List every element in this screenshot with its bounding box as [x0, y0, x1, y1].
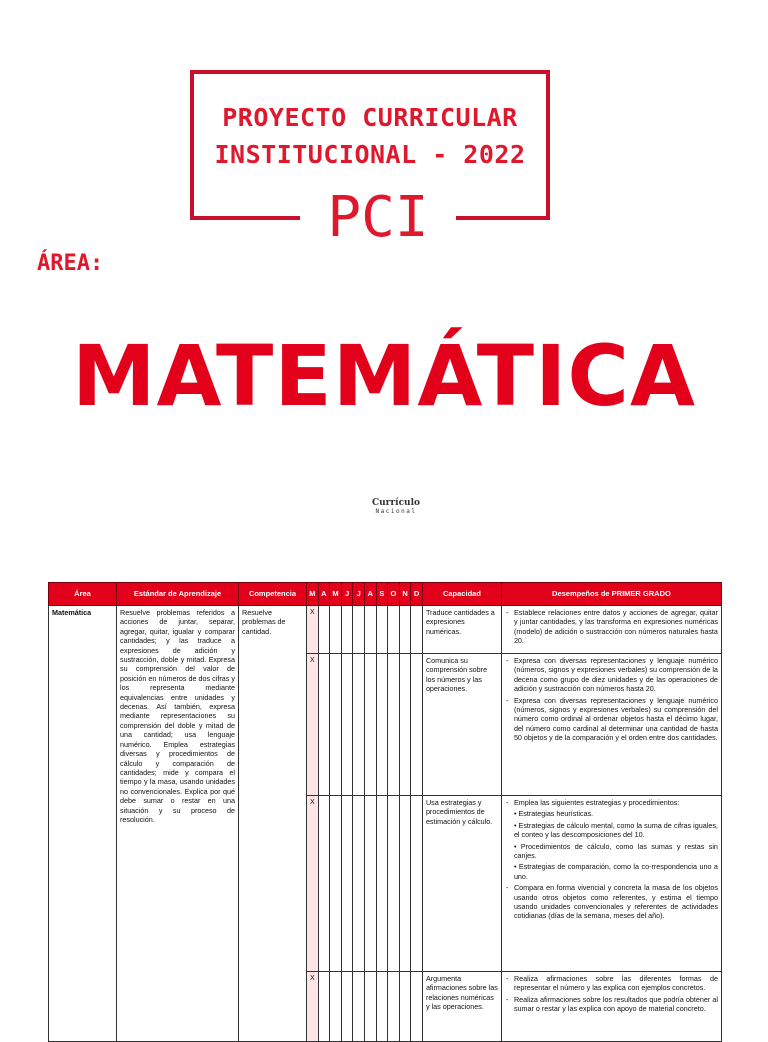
header-month: N	[399, 583, 411, 606]
desempeno-item: - Emplea las siguientes estrategias y procedimientos:	[505, 798, 718, 807]
document-title-line2: INSTITUCIONAL - 2022	[214, 140, 526, 169]
month-mark: X	[307, 972, 319, 1042]
month-cell	[318, 606, 330, 654]
capacidad-cell: Usa estrategias y procedimientos de estimación y cálculo.	[422, 796, 501, 972]
header-month: M	[307, 583, 319, 606]
area-cell: Matemática	[49, 606, 117, 1042]
month-cell	[341, 972, 353, 1042]
header-desempenos: Desempeños de PRIMER GRADO	[501, 583, 721, 606]
desempenos-cell	[501, 796, 721, 972]
month-mark: X	[307, 654, 319, 796]
month-cell	[341, 606, 353, 654]
desempeno-item: - Establece relaciones entre datos y acciones de agregar, quitar y juntar cantidades, y las transforma en expresiones numéricas (modelo) de adición o sustracción con números naturales hasta 20.	[505, 608, 718, 646]
logo-line1: Currículo	[371, 498, 421, 508]
month-cell	[411, 972, 423, 1042]
month-cell	[376, 796, 388, 972]
desempenos-cell	[501, 972, 721, 1042]
desempeno-subitem: • Procedimientos de cálculo, como las sumas y restas sin canjes.	[513, 841, 718, 861]
header-estandar: Estándar de Aprendizaje	[117, 583, 239, 606]
header-month: J	[341, 583, 353, 606]
header-competencia: Competencia	[239, 583, 307, 606]
month-cell	[388, 796, 400, 972]
header-month: D	[411, 583, 423, 606]
header-month: M	[330, 583, 342, 606]
table-header-row	[49, 583, 722, 606]
month-cell	[353, 796, 365, 972]
desempeno-item: - Realiza afirmaciones sobre los resultados que podría obtener al sumar o restar y las explica con apoyo de material concreto.	[505, 995, 718, 1014]
month-cell	[388, 606, 400, 654]
month-cell	[353, 606, 365, 654]
month-cell	[318, 654, 330, 796]
month-cell	[376, 654, 388, 796]
title-frame-bottom-right	[456, 216, 550, 220]
header-capacidad: Capacidad	[422, 583, 501, 606]
title-frame-bottom-left	[190, 216, 300, 220]
month-cell	[376, 606, 388, 654]
estandar-cell: Resuelve problemas referidos a acciones de juntar, separar, agregar, quitar, igualar y comparar cantidades; y las traduce a expresiones de adición y sustracción, doble y mitad. Expresa su comprensión del valor de posición en números de dos cifras y los representa mediante equivalencias entre unidades y decenas. Así también, expresa mediante representaciones su comprensión del doble y mitad de una cantidad; usa lenguaje numérico. Emplea estrategias diversas y procedimientos de cálculo y comparación de cantidades; mide y compara el tiempo y la masa, usando unidades no convencionales. Explica por qué debe sumar o restar en una situación y su proceso de resolución.	[117, 606, 239, 1042]
desempenos-cell	[501, 654, 721, 796]
month-mark: X	[307, 796, 319, 972]
document-title-line1: PROYECTO CURRICULAR	[222, 103, 518, 132]
desempeno-subitem: • Estrategias de cálculo mental, como la suma de cifras iguales, el conteo y las descomposiciones del 10.	[513, 820, 718, 840]
month-cell	[399, 972, 411, 1042]
header-month: O	[388, 583, 400, 606]
month-cell	[364, 972, 376, 1042]
month-cell	[388, 972, 400, 1042]
month-cell	[353, 654, 365, 796]
month-cell	[353, 972, 365, 1042]
area-label: ÁREA:	[37, 251, 104, 276]
desempeno-item: - Compara en forma vivencial y concreta la masa de los objetos usando otros objetos como referentes, y estima el tiempo usando unidades convencionales y referentes de actividades cotidianas (días de la semana, meses del año).	[505, 883, 718, 921]
table-row	[49, 606, 722, 654]
month-cell	[318, 972, 330, 1042]
logo-line2: Nacional	[375, 508, 417, 515]
capacidad-cell: Argumenta afirmaciones sobre las relaciones numéricas y las operaciones.	[422, 972, 501, 1042]
month-cell	[376, 972, 388, 1042]
header-month: J	[353, 583, 365, 606]
desempeno-subitem: • Estrategias de comparación, como la co-rrespondencia uno a uno.	[513, 862, 718, 881]
month-cell	[330, 654, 342, 796]
capacidad-cell: Traduce cantidades a expresiones numéricas.	[422, 606, 501, 654]
header-month: A	[318, 583, 330, 606]
header-month: A	[364, 583, 376, 606]
month-cell	[330, 796, 342, 972]
month-cell	[399, 796, 411, 972]
pci-acronym: PCI	[300, 186, 456, 250]
curriculum-table	[48, 582, 722, 1042]
month-cell	[341, 796, 353, 972]
month-cell	[388, 654, 400, 796]
month-cell	[364, 654, 376, 796]
header-month: S	[376, 583, 388, 606]
desempeno-item: - Realiza afirmaciones sobre las diferentes formas de representar el número y las explica con ejemplos concretos.	[505, 974, 718, 993]
desempeno-item: - Expresa con diversas representaciones y lenguaje numérico (números, signos y expresiones verbales) su comprensión del número como ordinal al ordenar objetos hasta el décimo lugar, del número como cardinal al determinar una cantidad de hasta 50 objetos y de la comparación y el orden entre dos cantidades.	[505, 696, 718, 743]
competencia-cell: Resuelve problemas de cantidad.	[239, 606, 307, 1042]
month-cell	[330, 972, 342, 1042]
curriculo-nacional-logo	[360, 498, 432, 516]
capacidad-cell: Comunica su comprensión sobre los números y las operaciones.	[422, 654, 501, 796]
month-cell	[330, 606, 342, 654]
month-cell	[399, 654, 411, 796]
desempenos-cell	[501, 606, 721, 654]
area-name-heading: MATEMÁTICA	[71, 327, 697, 425]
month-cell	[411, 796, 423, 972]
header-area: Área	[49, 583, 117, 606]
desempeno-subitem: • Estrategias heurísticas.	[513, 809, 594, 819]
month-cell	[411, 606, 423, 654]
month-cell	[411, 654, 423, 796]
month-cell	[318, 796, 330, 972]
month-cell	[364, 796, 376, 972]
month-mark: X	[307, 606, 319, 654]
desempeno-item: - Expresa con diversas representaciones y lenguaje numérico (números, signos y expresiones verbales) su comprensión de la decena como grupo de diez unidades y de las operaciones de adición y sustracción con números hasta 20.	[505, 656, 718, 694]
month-cell	[364, 606, 376, 654]
month-cell	[341, 654, 353, 796]
month-cell	[399, 606, 411, 654]
